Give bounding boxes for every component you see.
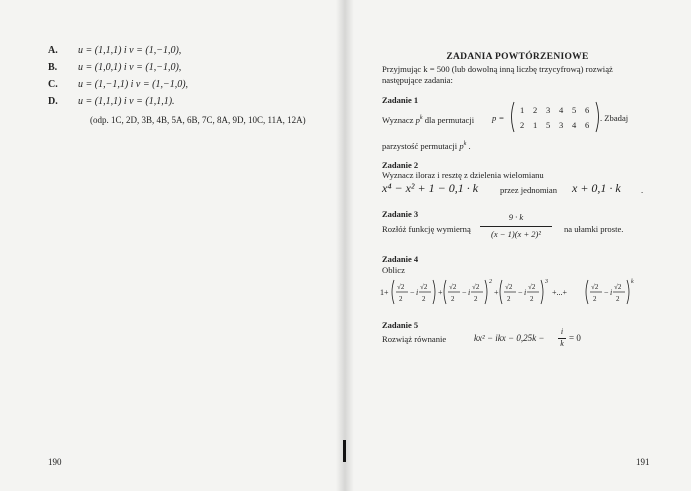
perm-top-5: 5 (572, 105, 577, 115)
term-i: i (468, 288, 471, 297)
page-number-right: 191 (636, 457, 650, 467)
task-3-text-b: na ułamki proste. (564, 224, 624, 234)
term-minus: − (604, 288, 609, 297)
task-2-end: . (641, 185, 644, 195)
term-num-2: √2 (420, 283, 428, 291)
task-1-text-d-end: . (468, 140, 471, 151)
task-1-text-d: parzystość permutacji (382, 140, 458, 151)
perm-bottom-6: 6 (585, 120, 590, 130)
paren-left (444, 280, 446, 304)
series-term (500, 279, 548, 304)
task-3-fraction-bar (480, 226, 552, 227)
task-4-heading: Zadanie 4 (382, 254, 419, 264)
term-den-1: 2 (451, 295, 455, 303)
perm-bottom-4: 3 (559, 120, 564, 130)
term-den-1: 2 (593, 295, 597, 303)
perm-bottom-5: 4 (572, 120, 577, 130)
page-gutter (336, 0, 354, 491)
term-num-2: √2 (472, 283, 480, 291)
term-num-2: √2 (614, 283, 622, 291)
term-den-2: 2 (616, 295, 620, 303)
term-minus: − (410, 288, 415, 297)
term-num-1: √2 (397, 283, 405, 291)
page-title: ZADANIA POWTÓRZENIOWE (446, 52, 589, 62)
task-3-text-a: Rozłóż funkcję wymierną (382, 224, 471, 234)
term-exponent: 3 (545, 279, 548, 285)
option-a (48, 45, 181, 56)
paren-right (433, 280, 435, 304)
task-1-power: p (415, 114, 420, 125)
task-1-text-d-expr: p (459, 140, 464, 151)
task-1-text (382, 113, 474, 126)
task-4-series (380, 276, 650, 308)
paren-left (392, 280, 394, 304)
task-2-text-a: Wyznacz iloraz i resztę z dzielenia wielomianu (382, 170, 544, 180)
series-term (392, 280, 443, 304)
task-1-text-d-line (382, 139, 471, 152)
paren-right (627, 280, 629, 304)
term-i: i (416, 288, 419, 297)
option-c (48, 79, 188, 90)
task-1-perm-var: p = (492, 113, 505, 123)
option-expression: u = (1,1,1) i v = (1,1,1). (78, 96, 175, 107)
task-5-frac-num: i (560, 327, 564, 336)
task-1-text-a: Wyznacz (382, 114, 414, 125)
task-1-heading: Zadanie 1 (382, 95, 419, 105)
task-5-heading: Zadanie 5 (382, 320, 419, 330)
term-i: i (524, 288, 527, 297)
term-exponent: k (631, 279, 634, 285)
term-plus: + (438, 288, 443, 297)
perm-bottom-2: 1 (533, 120, 538, 130)
task-1-text-b: dla permutacji (424, 114, 475, 125)
task-3-denominator: (x − 1)(x + 2)² (491, 229, 541, 239)
series-ellipsis: +...+ (552, 288, 568, 297)
perm-top-3: 3 (546, 105, 551, 115)
task-5-text-a: Rozwiąż równanie (382, 334, 447, 344)
task-2-monomial: x + 0,1 · k (572, 181, 621, 195)
term-den-2: 2 (474, 295, 478, 303)
paren-left (500, 280, 502, 304)
term-den-1: 2 (507, 295, 511, 303)
page-number-left: 190 (48, 457, 62, 467)
perm-top-4: 4 (559, 105, 564, 115)
term-den-2: 2 (422, 295, 426, 303)
task-5-equation-right: = 0 (569, 333, 581, 343)
right-page (344, 0, 691, 491)
term-num-1: √2 (505, 283, 513, 291)
paren-left (586, 280, 588, 304)
left-page (0, 0, 344, 491)
paren-right (485, 280, 487, 304)
task-5-frac-den: k (560, 339, 564, 348)
series-start: 1+ (380, 288, 389, 297)
perm-top-6: 6 (585, 105, 590, 115)
option-label: A. (48, 45, 58, 56)
option-label: B. (48, 62, 58, 73)
term-minus: − (462, 288, 467, 297)
task-1-text-c: . Zbadaj (600, 113, 629, 123)
task-4-text-a: Oblicz (382, 265, 405, 275)
task-2-heading: Zadanie 2 (382, 160, 419, 170)
task-2-text-b: przez jednomian (500, 185, 558, 195)
task-5-equation-left: kx² − ikx − 0,25k − (474, 333, 545, 343)
perm-top-2: 2 (533, 105, 538, 115)
task-3-heading: Zadanie 3 (382, 209, 419, 219)
task-1-permutation-matrix (508, 100, 602, 134)
option-b (48, 62, 181, 73)
term-num-1: √2 (591, 283, 599, 291)
option-label: D. (48, 96, 58, 107)
series-term (444, 279, 499, 304)
option-label: C. (48, 79, 58, 90)
perm-bottom-1: 2 (520, 120, 525, 130)
answer-key: (odp. 1C, 2D, 3B, 4B, 5A, 6B, 7C, 8A, 9D, 10C, 11A, 12A) (90, 115, 306, 125)
gutter-mark (343, 440, 346, 462)
term-exponent: 2 (489, 279, 492, 285)
option-expression: u = (1,1,1) i v = (1,−1,0), (78, 45, 182, 56)
task-1-power-exp: k (419, 115, 423, 121)
term-den-2: 2 (530, 295, 534, 303)
task-2-polynomial: x⁴ − x² + 1 − 0,1 · k (382, 181, 479, 195)
series-term (586, 279, 634, 304)
term-minus: − (518, 288, 523, 297)
perm-bottom-3: 5 (546, 120, 551, 130)
term-num-2: √2 (528, 283, 536, 291)
option-expression: u = (1,0,1) i v = (1,−1,0), (78, 62, 182, 73)
term-num-1: √2 (449, 283, 457, 291)
term-i: i (610, 288, 613, 297)
term-plus: + (494, 288, 499, 297)
intro-line-1: Przyjmując k = 500 (lub dowolną inną liczbę trzycyfrową) rozwiąż (382, 64, 613, 74)
intro-line-2: następujące zadania: (382, 75, 453, 85)
perm-top-1: 1 (520, 105, 525, 115)
paren-right (541, 280, 543, 304)
option-expression: u = (1,−1,1) i v = (1,−1,0), (78, 79, 189, 90)
task-1-text-d-exp: k (463, 141, 467, 147)
term-den-1: 2 (399, 295, 403, 303)
task-3-numerator: 9 · k (508, 212, 524, 222)
option-d (48, 96, 175, 107)
